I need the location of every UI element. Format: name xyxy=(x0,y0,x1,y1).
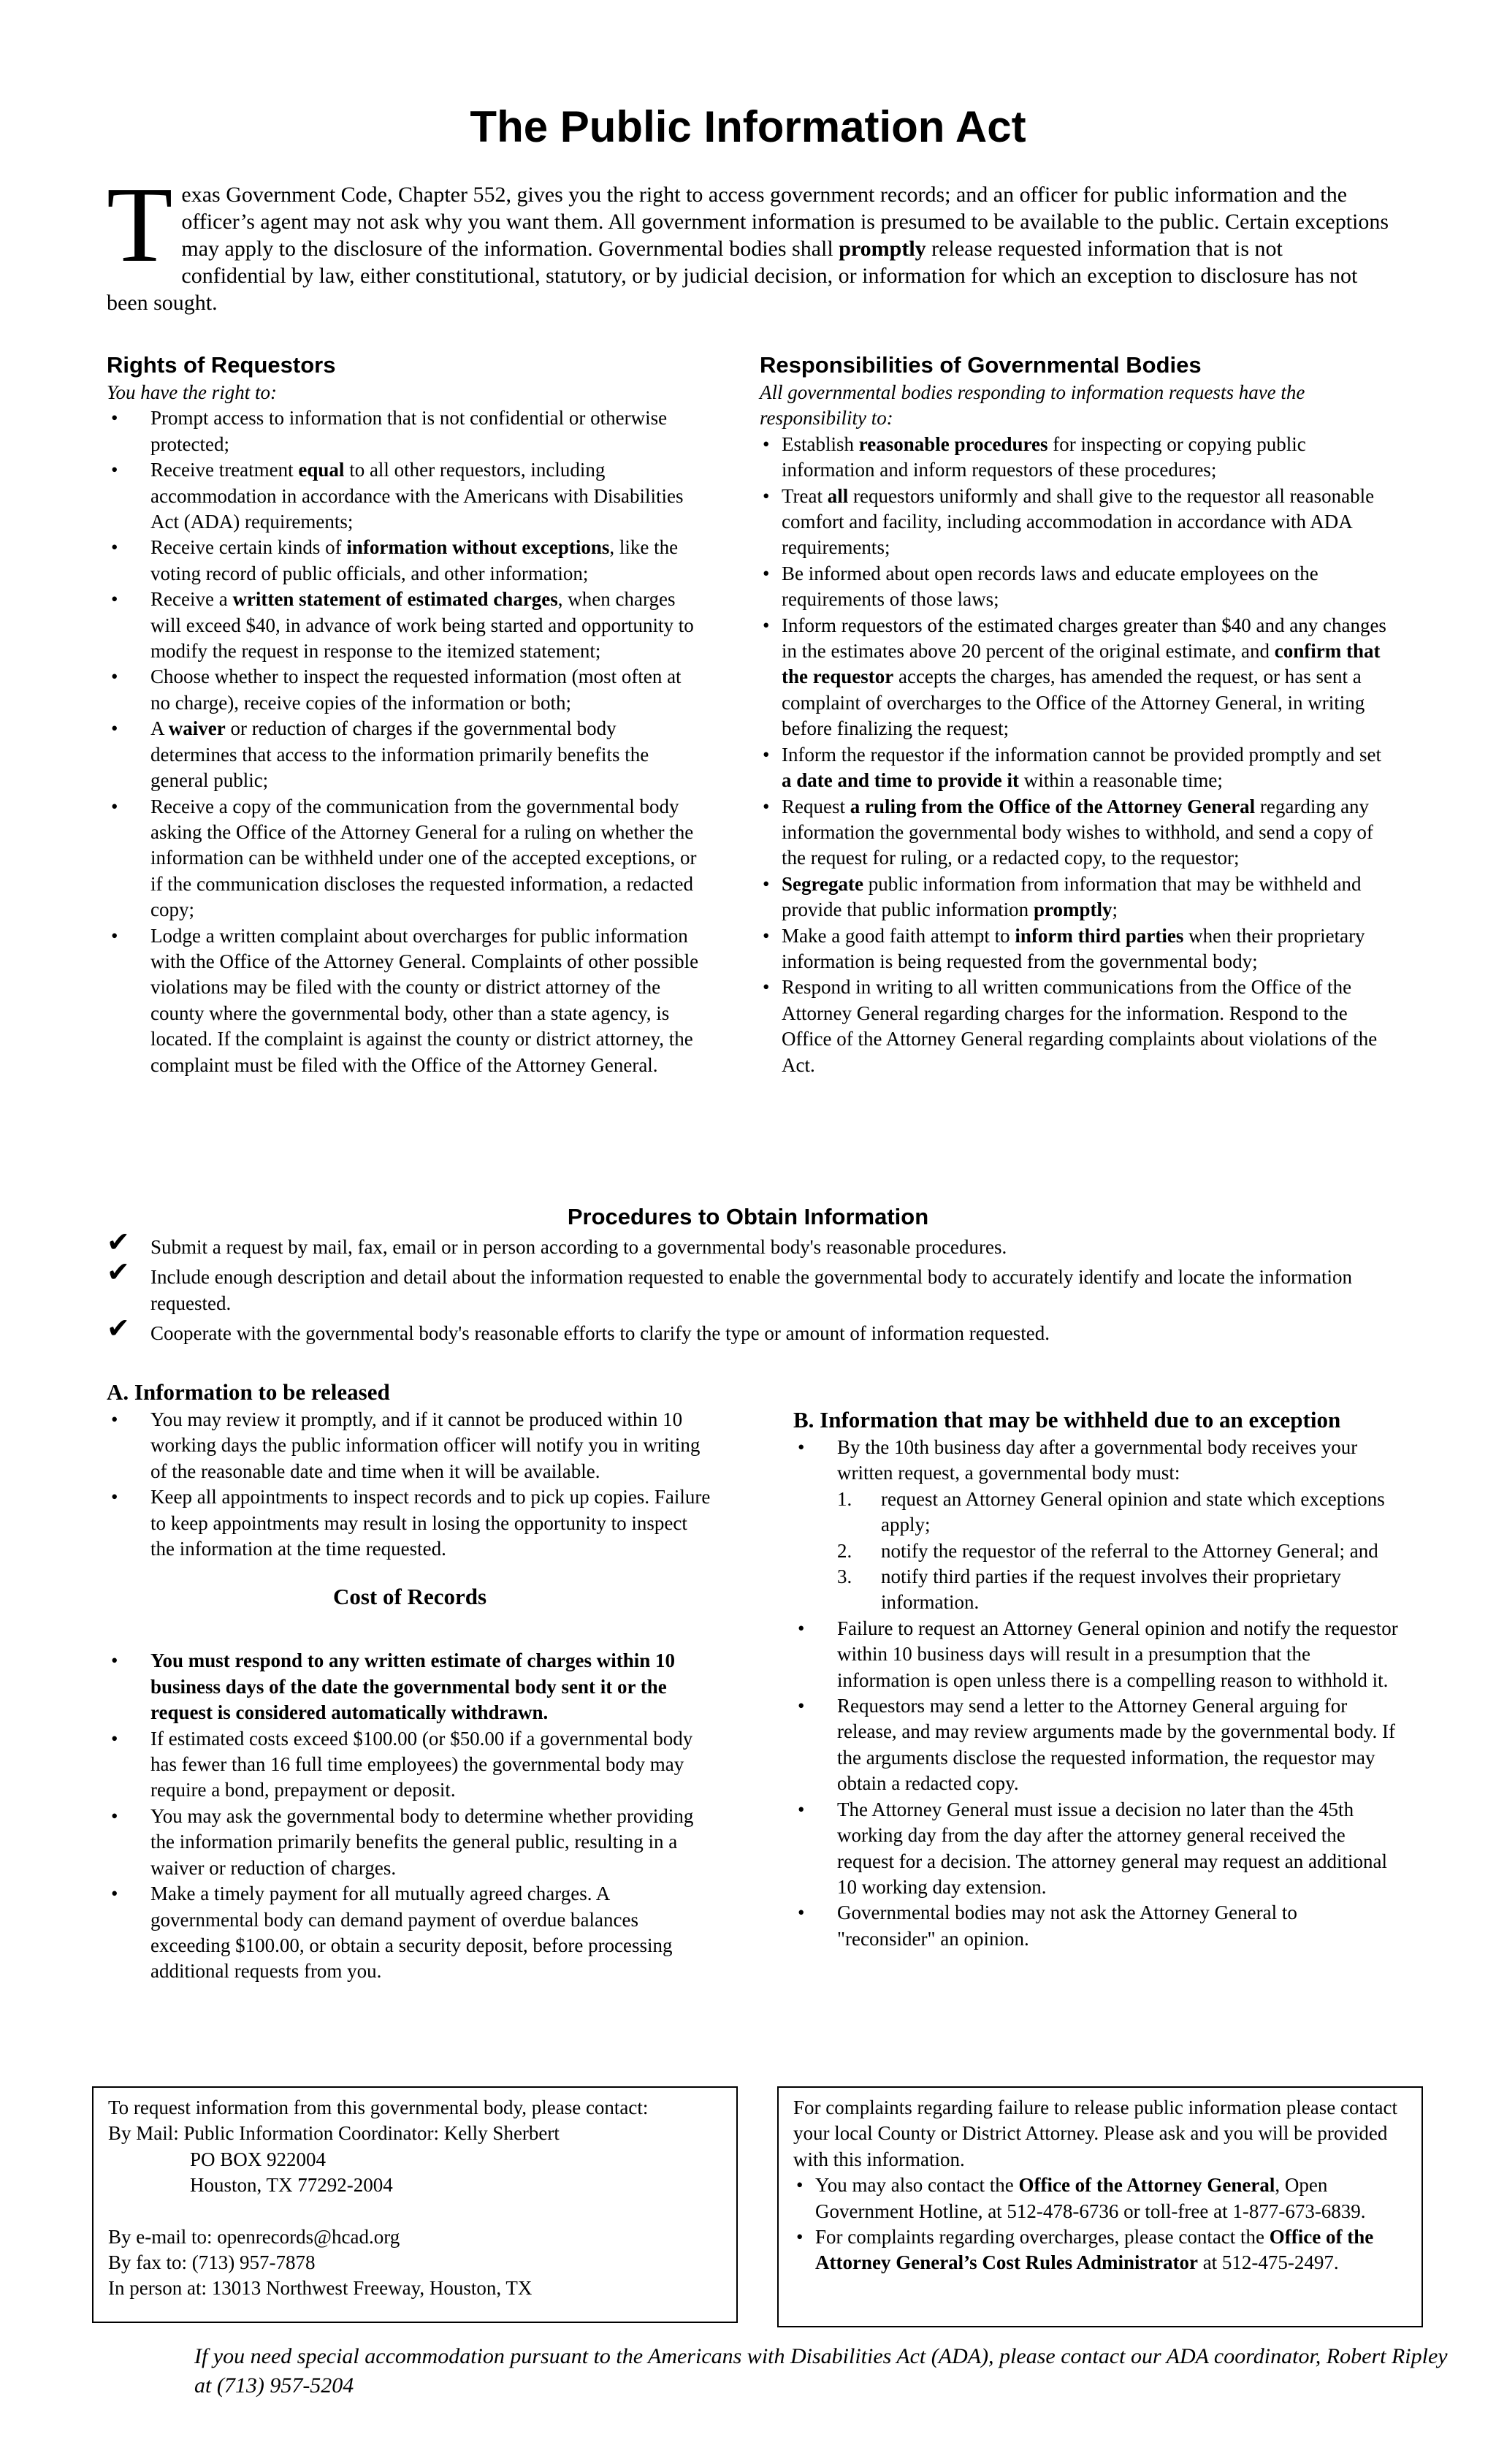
cost-list xyxy=(107,1648,713,1984)
section-b-item: • Failure to request an Attorney General opinion and notify the requestor within 10 business days will result in a presumption that the information is open unless there is a compelling reason to withhold it. xyxy=(793,1616,1400,1693)
intro-paragraph xyxy=(107,165,1392,316)
cost-item: • Make a timely payment for all mutually agreed charges. A governmental body can demand payment of overdue balances exceeding $100.00, or obtain a security deposit, before processing additional requests from you. xyxy=(107,1881,713,1985)
rights-item: • Receive a written statement of estimated charges, when charges will exceed $40, in advance of work being started and opportunity to modify the request in response to the itemized statement; xyxy=(107,587,706,664)
numbered-item: 3. notify third parties if the request involves their proprietary information. xyxy=(837,1565,1341,1614)
cost-heading: Cost of Records xyxy=(332,1584,487,1610)
procedure-item: ✔ Cooperate with the governmental body's reasonable efforts to clarify the type or amount of information requested. xyxy=(107,1313,1050,1345)
rights-item: • A waiver or reduction of charges if the governmental body determines that access to the information primarily benefits the general public; xyxy=(107,716,706,793)
complaints-list xyxy=(793,2173,1407,2276)
responsibility-item: • Establish reasonable procedures for inspecting or copying public information and inform requestors of these procedures; xyxy=(760,432,1395,484)
section-b-item: • Requestors may send a letter to the Attorney General arguing for release, and may review arguments made by the governmental body. If the arguments disclose the requested information, the requestor may obtain a redacted copy. xyxy=(793,1693,1400,1797)
section-b-numbered-list xyxy=(837,1487,1400,1616)
rights-section xyxy=(107,351,706,1078)
contact-email: By e-mail to: openrecords@hcad.org xyxy=(108,2225,400,2248)
drop-cap: T xyxy=(107,165,173,285)
section-b xyxy=(793,1405,1400,1952)
numbered-item: 1. request an Attorney General opinion and state which exceptions apply; xyxy=(837,1487,1385,1536)
complaints-item: • For complaints regarding overcharges, please contact the Office of the Attorney General’s Cost Rules Administrator at 512-475-2497. xyxy=(793,2224,1407,2276)
rights-item: • Lodge a written complaint about overcharges for public information with the Office of the Attorney General. Complaints of other possible violations may be filed with the county or district attorney of the county where the governmental body, other than a state agency, is located. If the complaint is against the county or district attorney, the complaint must be filed with the Office of the Attorney General. xyxy=(107,923,706,1078)
section-a-heading: A. Information to be released xyxy=(107,1379,390,1405)
rights-item: • Choose whether to inspect the requested information (most often at no charge), receive copies of the information or both; xyxy=(107,664,706,716)
section-a-item: • You may review it promptly, and if it cannot be produced within 10 working days the public information officer will notify you in writing of the reasonable date and time when it will be available. xyxy=(107,1407,713,1484)
procedures-heading: Procedures to Obtain Information xyxy=(567,1204,929,1229)
section-b-item: • The Attorney General must issue a decision no later than the 45th working day from the day after the attorney general received the request for a decision. The attorney general may request an additional 10 working day extension. xyxy=(793,1797,1400,1901)
section-b-item: • Governmental bodies may not ask the Attorney General to "reconsider" an opinion. xyxy=(793,1900,1400,1952)
complaints-box xyxy=(777,2086,1423,2327)
intro-bold: promptly xyxy=(839,237,926,261)
section-a-list xyxy=(107,1407,713,1562)
procedure-item: ✔ Include enough description and detail about the information requested to enable the governmental body to accurately identify and locate the information requested. xyxy=(107,1257,1352,1314)
section-b-list xyxy=(793,1435,1400,1952)
contact-address-1: PO BOX 922004 xyxy=(190,2148,327,2170)
responsibility-item: • Segregate public information from information that may be withheld and provide that public information promptly; xyxy=(760,871,1395,923)
procedure-item: ✔ Submit a request by mail, fax, email or in person according to a governmental body's reasonable procedures. xyxy=(107,1227,1007,1258)
page-title: The Public Information Act xyxy=(470,102,1026,151)
rights-list xyxy=(107,405,706,1078)
contact-fax: By fax to: (713) 957-7878 xyxy=(108,2251,316,2274)
rights-heading: Rights of Requestors xyxy=(107,352,336,378)
section-a-item: • Keep all appointments to inspect records and to pick up copies. Failure to keep appointments may result in losing the opportunity to inspect the information at the time requested. xyxy=(107,1484,713,1562)
responsibilities-section xyxy=(760,351,1395,1078)
rights-subheading: You have the right to: xyxy=(107,381,277,403)
cost-item: • If estimated costs exceed $100.00 (or $50.00 if a governmental body has fewer than 16 full time employees) the governmental body may require a bond, prepayment or deposit. xyxy=(107,1726,713,1804)
cost-item: • You must respond to any written estimate of charges within 10 business days of the date the governmental body sent it or the request is considered automatically withdrawn. xyxy=(107,1648,713,1725)
responsibility-item: • Inform the requestor if the information cannot be provided promptly and set a date and time to provide it within a reasonable time; xyxy=(760,742,1395,794)
complaints-item: • You may also contact the Office of the Attorney General, Open Government Hotline, at 512-478-6736 or toll-free at 1-877-673-6839. xyxy=(793,2173,1407,2224)
checkmark-icon: ✔ xyxy=(107,1257,130,1289)
section-b-item: • By the 10th business day after a governmental body receives your written request, a governmental body must: 1. request an Attorney General opinion and state which exceptions apply; 2. notify the requestor of the referral to the Attorney General; and 3. notify third parties if the request involves their proprietary information. xyxy=(793,1435,1400,1616)
responsibilities-subheading: All governmental bodies responding to information requests have the responsibility to: xyxy=(760,381,1305,430)
cost-item: • You may ask the governmental body to determine whether providing the information primarily benefits the general public, resulting in a waiver or reduction of charges. xyxy=(107,1804,713,1881)
contact-intro: To request information from this governmental body, please contact: xyxy=(108,2097,649,2118)
rights-item: • Prompt access to information that is not confidential or otherwise protected; xyxy=(107,405,706,457)
responsibilities-heading: Responsibilities of Governmental Bodies xyxy=(760,352,1202,378)
ada-note: If you need special accommodation pursuant to the Americans with Disabilities Act (ADA), please contact our ADA coordinator, Robert Ripley at (713) 957-5204 xyxy=(194,2344,1448,2398)
contact-box xyxy=(92,2086,738,2323)
contact-mail: By Mail: Public Information Coordinator: Kelly Sherbert xyxy=(108,2122,560,2145)
responsibility-item: • Make a good faith attempt to inform third parties when their proprietary information is being requested from the governmental body; xyxy=(760,923,1395,975)
checkmark-icon: ✔ xyxy=(107,1313,130,1345)
rights-item: • Receive certain kinds of information without exceptions, like the voting record of public officials, and other information; xyxy=(107,535,706,587)
checkmark-icon: ✔ xyxy=(107,1227,130,1258)
responsibility-item: • Respond in writing to all written communications from the Office of the Attorney General regarding charges for the information. Respond to the Office of the Attorney General regarding complaints about violations of the Act. xyxy=(760,974,1395,1078)
intro-text-2: release requested information that is not confidential by law, either constitutional, statutory, or by judicial decision, or information for which an exception to disclosure has not been sought. xyxy=(107,237,1358,315)
responsibilities-list xyxy=(760,432,1395,1078)
numbered-item: 2. notify the requestor of the referral to the Attorney General; and xyxy=(837,1539,1378,1562)
intro-text-1: exas Government Code, Chapter 552, gives you the right to access government records; and an officer for public information and the officer’s agent may not ask why you want them. All government information is presumed to be available to the public. Certain exceptions may apply to the disclosure of the information. Governmental bodies shall xyxy=(181,183,1389,261)
rights-item: • Receive a copy of the communication from the governmental body asking the Office of the Attorney General for a ruling on whether the information can be withheld under one of the accepted exceptions, or if the communication discloses the requested information, a redacted copy; xyxy=(107,794,706,923)
responsibility-item: • Treat all requestors uniformly and shall give to the requestor all reasonable comfort and facility, including accommodation in accordance with ADA requirements; xyxy=(760,484,1395,561)
responsibility-item: • Be informed about open records laws and educate employees on the requirements of those laws; xyxy=(760,561,1395,613)
section-a xyxy=(107,1378,713,1985)
responsibility-item: • Inform requestors of the estimated charges greater than $40 and any changes in the estimates above 20 percent of the original estimate, and confirm that the requestor accepts the charges, has amended the request, or has sent a complaint of overcharges to the Office of the Attorney General, in writing before finalizing the request; xyxy=(760,613,1395,742)
responsibility-item: • Request a ruling from the Office of the Attorney General regarding any information the governmental body wishes to withhold, and send a copy of the request for ruling, or a redacted copy, to the requestor; xyxy=(760,794,1395,871)
contact-address-2: Houston, TX 77292-2004 xyxy=(190,2174,393,2197)
section-b-heading: B. Information that may be withheld due to an exception xyxy=(793,1407,1341,1433)
contact-in-person: In person at: 13013 Northwest Freeway, Houston, TX xyxy=(108,2277,533,2300)
complaints-intro: For complaints regarding failure to release public information please contact your local County or District Attorney. Please ask and you will be provided with this information. xyxy=(793,2097,1397,2170)
procedures-list xyxy=(107,1227,1392,1351)
rights-item: • Receive treatment equal to all other requestors, including accommodation in accordance with the Americans with Disabilities Act (ADA) requirements; xyxy=(107,457,706,535)
